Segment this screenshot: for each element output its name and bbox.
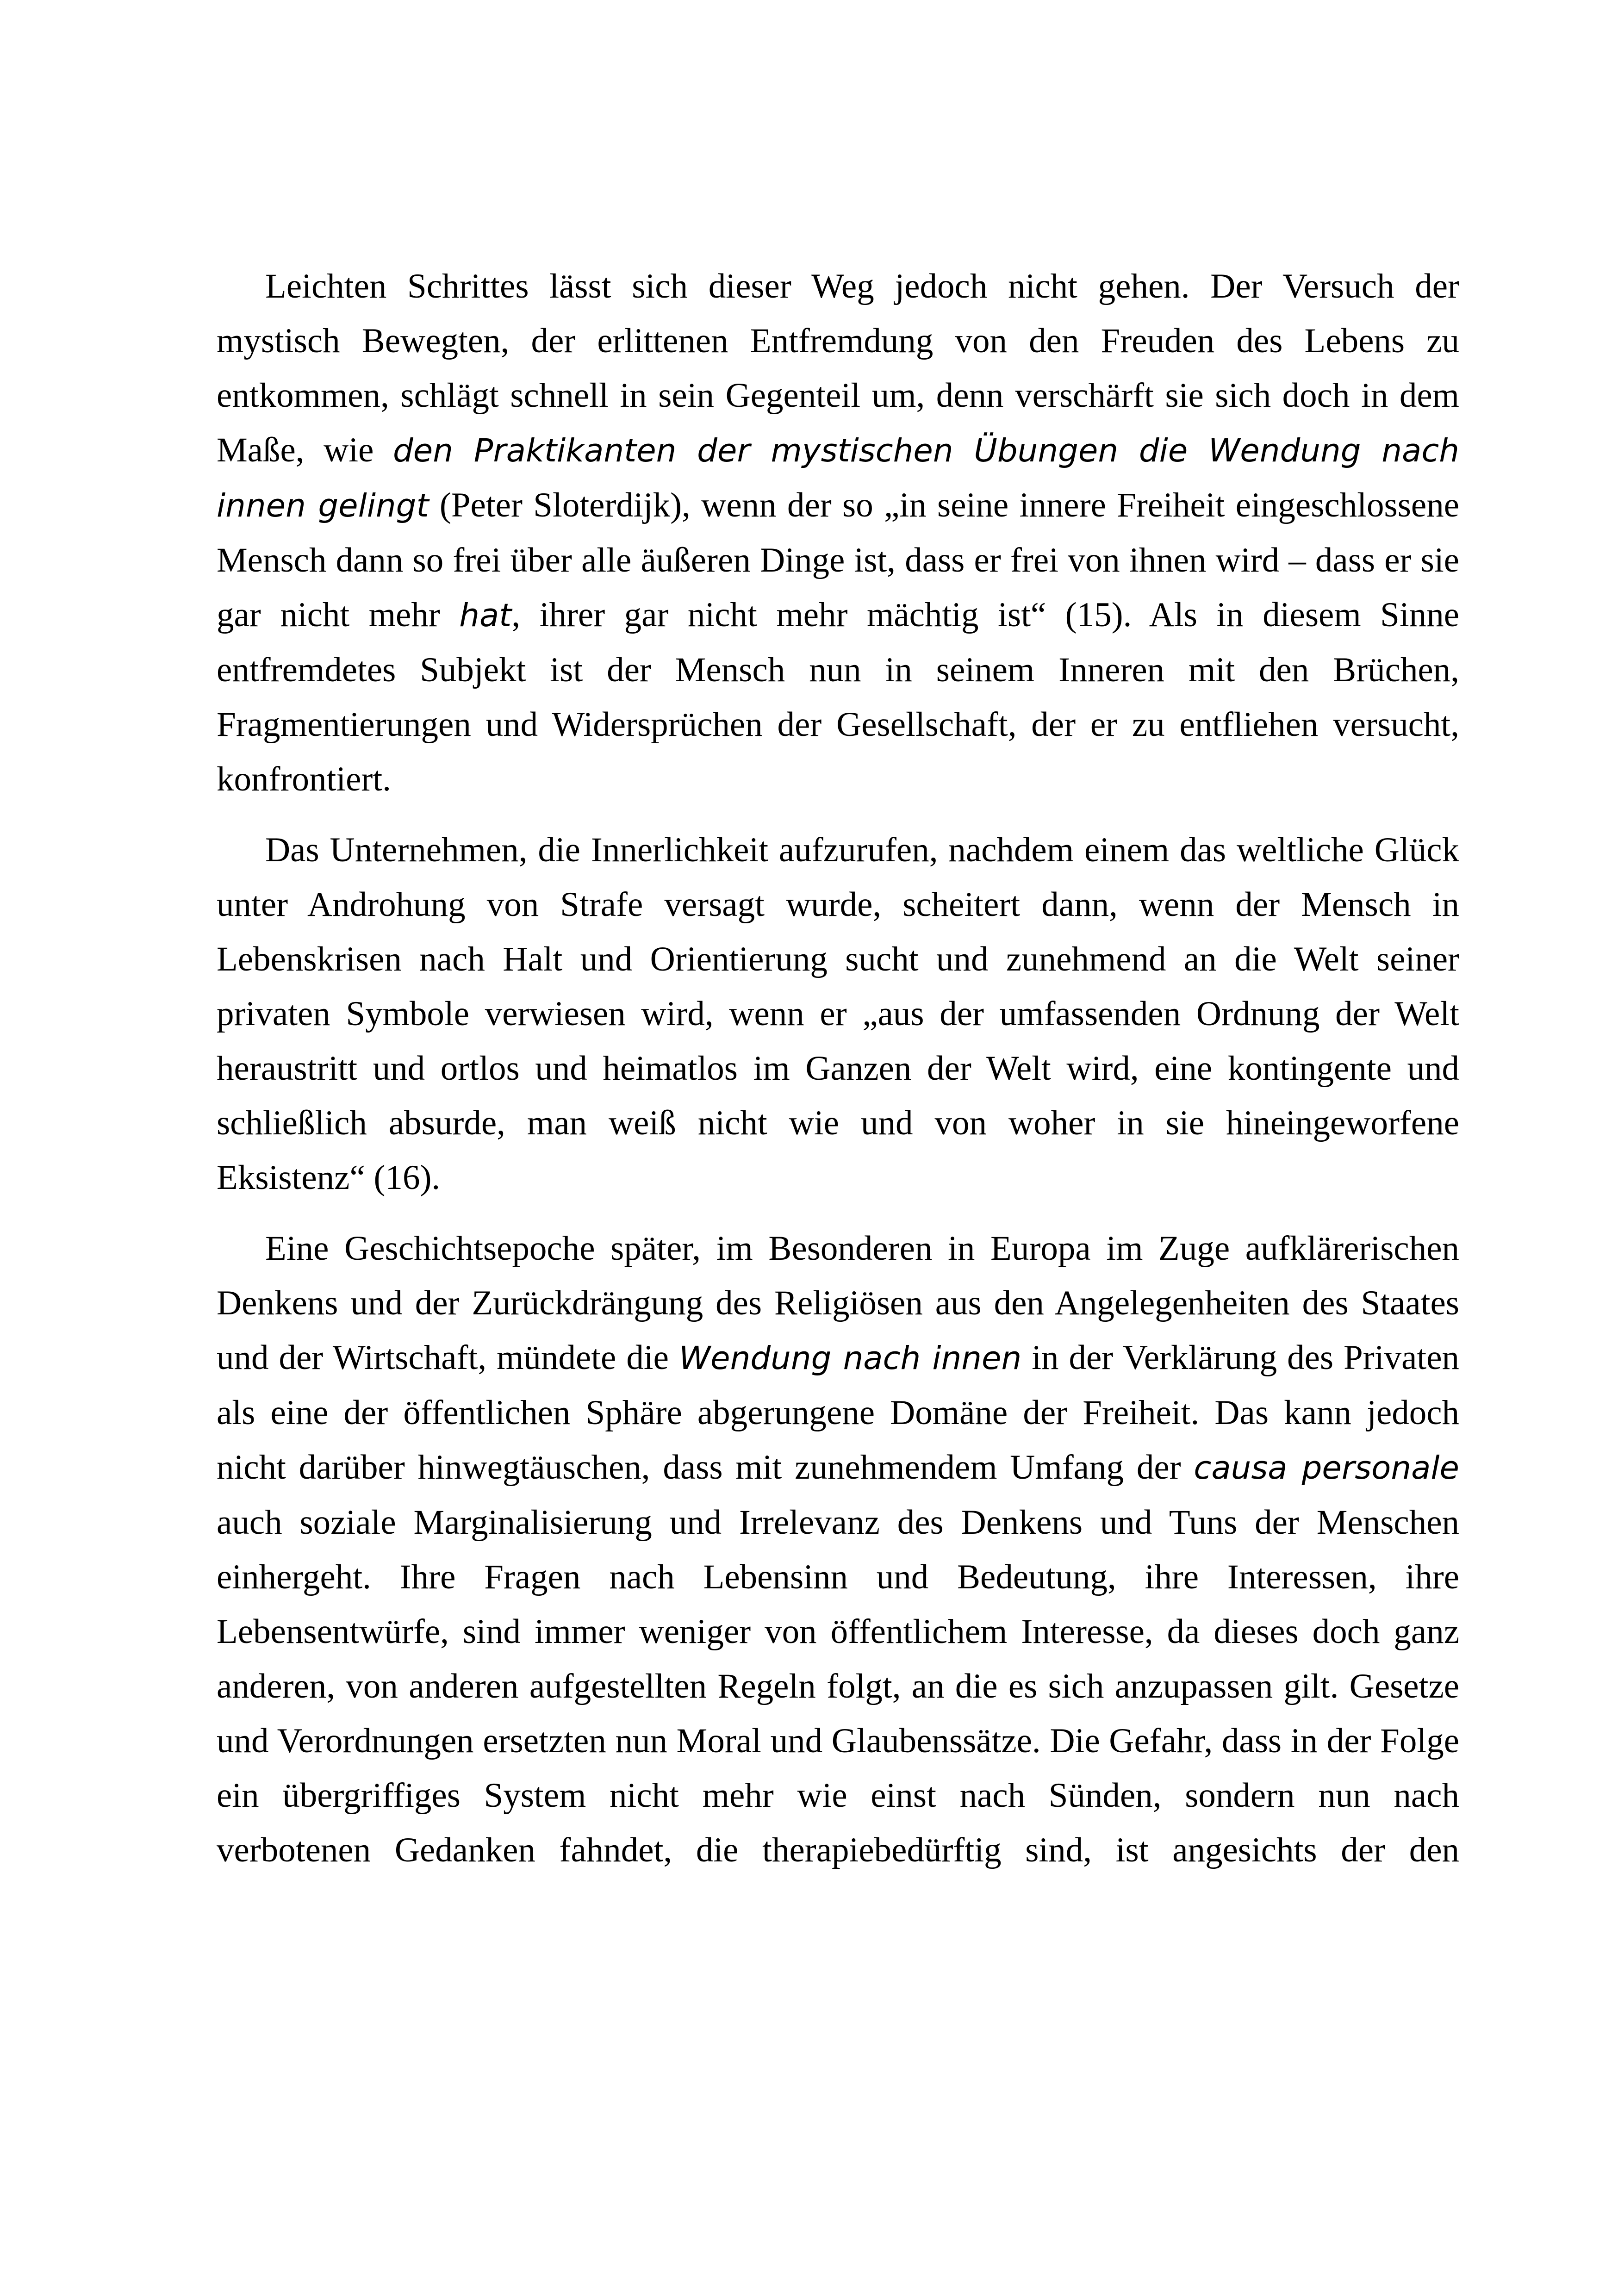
italic-text-run: causa personale (1194, 1450, 1459, 1487)
text-run: auch soziale Marginalisierung und Irrelevanz des Denkens und Tuns der Menschen einhergeht. Ihre Fragen nach Lebensinn und Bedeutung, ihre Interessen, ihre Lebensentwürfe, sind immer weniger von öffentlichem Interesse, da dieses doch ganz anderen, von anderen aufgestellten Regeln folgt, an die es sich anzupassen gilt. Gesetze und Verordnungen ersetzten nun Moral und Glaubenssätze. Die Gefahr, dass in der Folge ein übergriffiges System nicht mehr wie einst nach Sünden, sondern nun nach verbotenen Gedanken fahndet, die therapiebedürftig sind, ist angesichts der den (217, 1503, 1459, 1869)
text-run: , ihrer gar nicht mehr mächtig ist“ (15). Als in diesem Sinne entfremdetes Subjekt ist der Mensch nun in seinem Inneren mit den Brüchen, Fragmentierungen und Widersprüchen der Gesellschaft, der er zu entfliehen versucht, konfrontiert. (217, 596, 1459, 798)
italic-text-run: hat (459, 597, 512, 634)
italic-text-run: den Praktikanten der mystischen Übungen die Wendung nach innen gelingt (217, 432, 1459, 524)
text-run: Das Unternehmen, die Innerlichkeit aufzurufen, nachdem einem das weltliche Glück unter Androhung von Strafe versagt wurde, scheitert dann, wenn der Mensch in Lebenskrisen nach Halt und Orientierung sucht und zunehmend an die Welt seiner privaten Symbole verwiesen wird, wenn er „aus der umfassenden Ordnung der Welt heraustritt und ortlos und heimatlos im Ganzen der Welt wird, eine kontingente und schließlich absurde, man weiß nicht wie und von woher in sie hineingeworfene Eksistenz“ (16). (217, 831, 1459, 1197)
text-run: (Peter Sloterdijk), wenn der so „in seine innere Freiheit eingeschlossene Mensch dann so frei über alle äußeren Dinge ist, dass er frei von ihnen wird – dass er sie gar nicht mehr (217, 486, 1459, 634)
text-run: in der Verklärung des Privaten als eine der öffentlichen Sphäre abgerungene Domäne der Freiheit. Das kann jedoch nicht darüber hinwegtäuschen, dass mit zunehmendem Umfang der (217, 1338, 1459, 1487)
paragraph-3 (217, 1221, 1459, 1878)
text-run: Eine Geschichtsepoche später, im Besonderen in Europa im Zuge aufklärerischen Denkens und der Zurückdrängung des Religiösen aus den Angelegenheiten des Staates und der Wirtschaft, mündete die (217, 1229, 1459, 1377)
paragraph-2 (217, 823, 1459, 1205)
paragraph-1 (217, 259, 1459, 807)
document-page (217, 259, 1459, 1894)
italic-text-run: Wendung nach innen (678, 1340, 1022, 1377)
text-run: Leichten Schrittes lässt sich dieser Weg jedoch nicht gehen. Der Versuch der mystisch Bewegten, der erlittenen Entfremdung von den Freuden des Lebens zu entkommen, schlägt schnell in sein Gegenteil um, denn verschärft sie sich doch in dem Maße, wie (217, 267, 1459, 469)
